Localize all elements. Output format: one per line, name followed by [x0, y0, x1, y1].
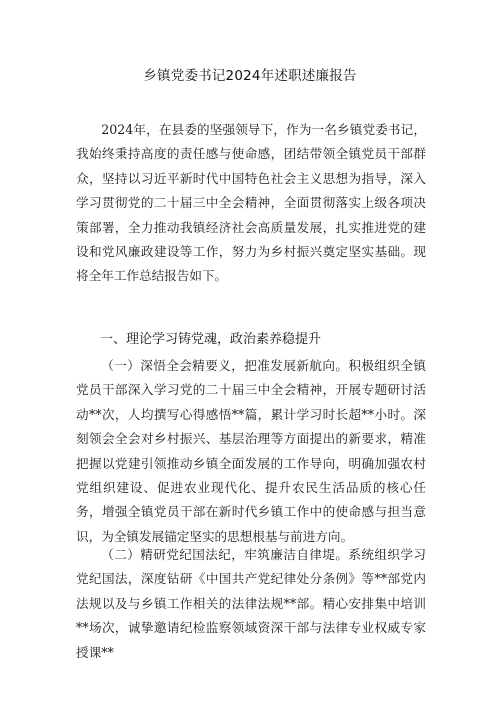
section-heading: 一、理论学习铸党魂，政治素养稳提升 [100, 332, 322, 347]
section-paragraph-2 [76, 543, 426, 665]
intro-paragraph [76, 118, 426, 289]
intro-text: 2024年，在县委的坚强领导下，作为一名乡镇党委书记，我始终秉持高度的责任感与使命感，团结带领全镇党员干部群众，坚持以习近平新时代中国特色社会主义思想为指导，深入学习贯彻党的二十届三中全会精神，全面贯彻落实上级各项决策部署，全力推动我镇经济社会高质量发展，扎实推进党的建设和党风廉政建设等工作，努力为乡村振兴奠定坚实基础。现将全年工作总结报告如下。 [76, 122, 426, 284]
paragraph-text: （二）精研党纪国法纪，牢筑廉洁自律堤。系统组织学习党纪国法，深度钻研《中国共产党纪律处分条例》等**部党内法规以及与乡镇工作相关的法律法规**部。精心安排集中培训**场次，诚挚邀请纪检监察领域资深干部与法律专业权威专家授课** [76, 547, 426, 660]
section-paragraph-1 [76, 354, 426, 549]
document-title: 乡镇党委书记2024年述职述廉报告 [143, 68, 357, 84]
paragraph-text: （一）深悟全会精要义，把准发展新航向。积极组织全镇党员干部深入学习党的二十届三中全会精神，开展专题研讨活动**次，人均撰写心得感悟**篇，累计学习时长超**小时。深刻领会全会对乡村振兴、基层治理等方面提出的新要求，精准把握以党建引领推动乡镇全面发展的工作导向，明确加强农村党组织建设、促进农业现代化、提升农民生活品质的核心任务，增强全镇党员干部在新时代乡镇工作中的使命感与担当意识，为全镇发展锚定坚实的思想根基与前进方向。 [76, 358, 426, 544]
